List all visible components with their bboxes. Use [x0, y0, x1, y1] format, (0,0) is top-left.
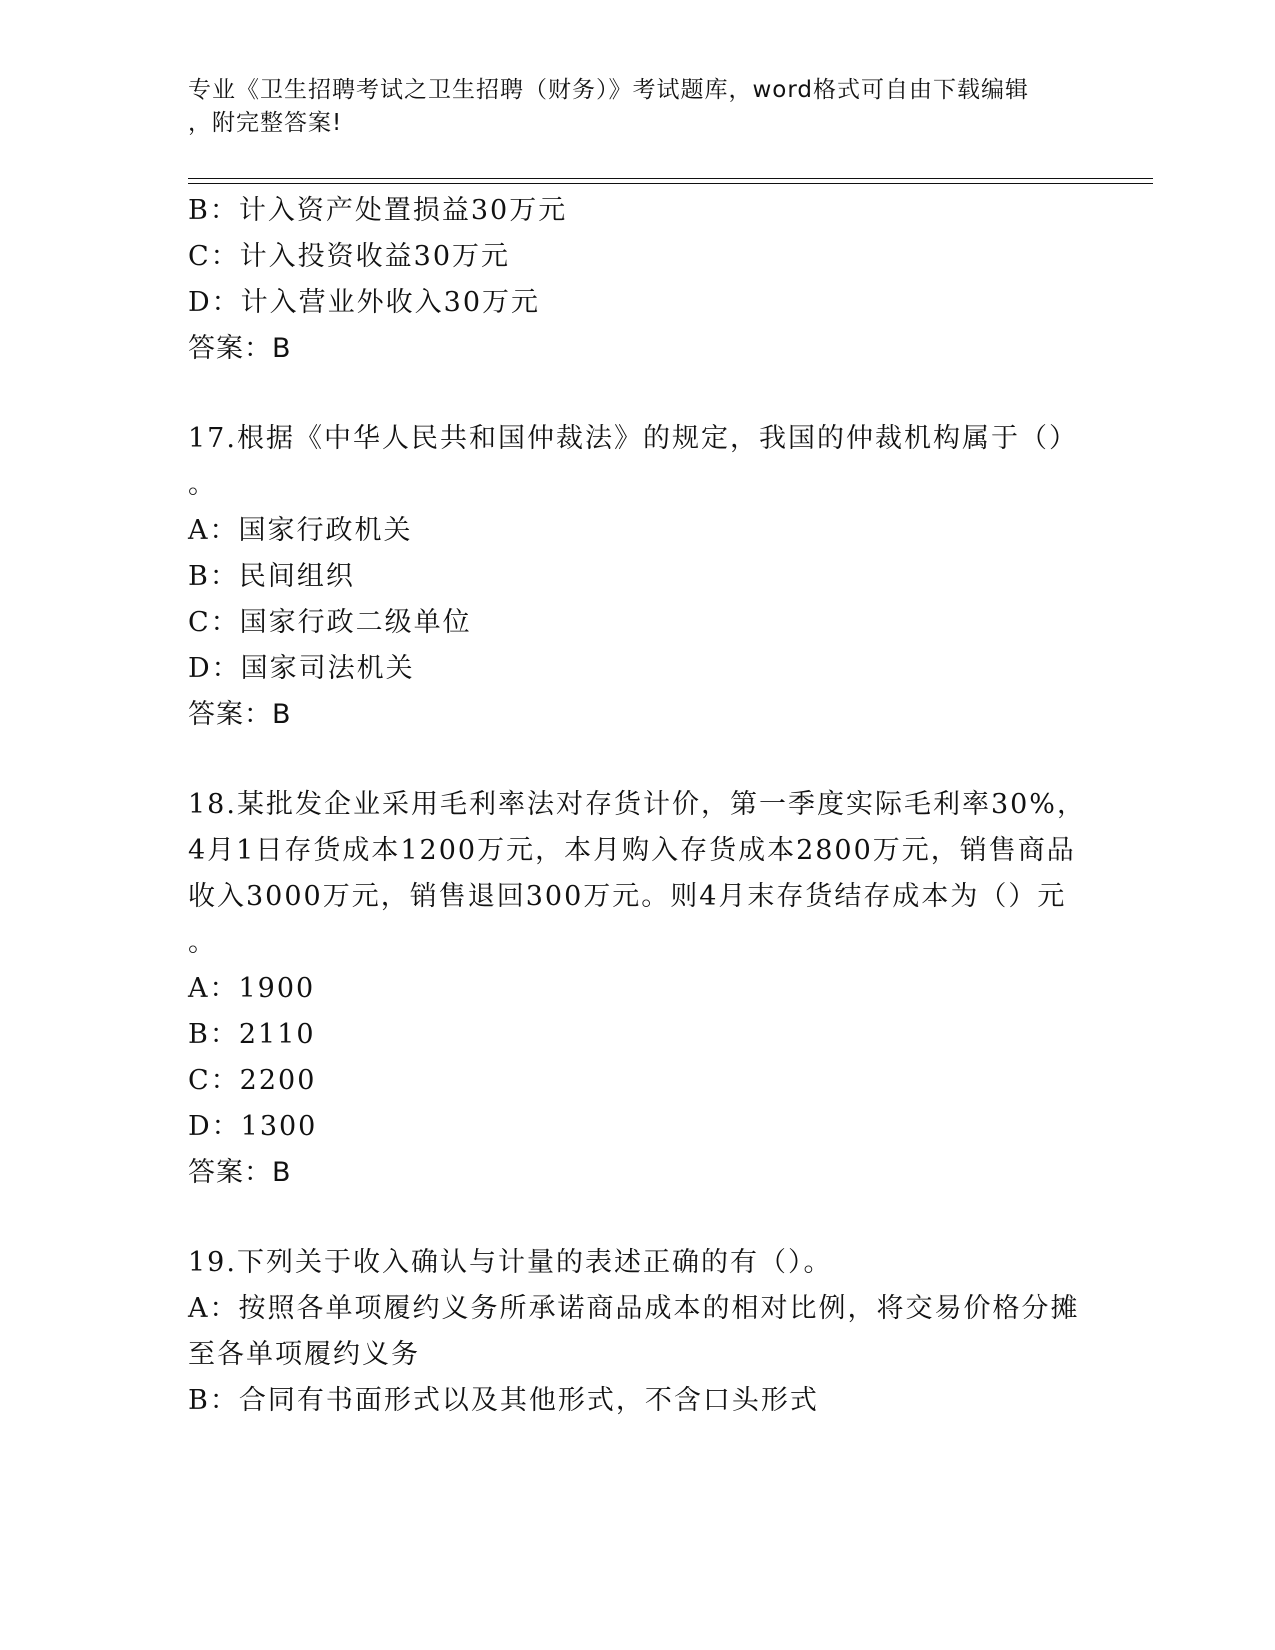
question-16-tail: [188, 188, 1088, 372]
document-body: [188, 188, 1088, 1424]
option-b: B：民间组织: [188, 561, 355, 592]
header-rule-bottom: [188, 183, 1153, 184]
option-b: B：计入资产处置损益30万元: [188, 195, 568, 226]
option-a: A：按照各单项履约义务所承诺商品成本的相对比例，将交易价格分摊: [188, 1293, 1080, 1324]
option-b: B：2110: [188, 1019, 316, 1050]
question-stem: 。: [188, 469, 217, 500]
option-a: A：国家行政机关: [188, 515, 413, 546]
option-c: C：国家行政二级单位: [188, 607, 472, 638]
question-stem: 17.根据《中华人民共和国仲裁法》的规定，我国的仲裁机构属于（）: [188, 423, 1078, 454]
answer: 答案：B: [188, 333, 292, 364]
header-line-2: ，附完整答案!: [188, 110, 343, 136]
header-rule-top: [188, 178, 1153, 179]
header-line-1: 专业《卫生招聘考试之卫生招聘（财务）》考试题库，word格式可自由下载编辑: [188, 77, 1030, 103]
answer: 答案：B: [188, 699, 292, 730]
answer: 答案：B: [188, 1157, 292, 1188]
question-17: [188, 416, 1088, 738]
question-stem: 。: [188, 927, 217, 958]
option-a-continued: 至各单项履约义务: [188, 1339, 420, 1370]
option-d: D：1300: [188, 1111, 318, 1142]
question-stem: 4月1日存货成本1200万元，本月购入存货成本2800万元，销售商品: [188, 835, 1076, 866]
option-d: D：计入营业外收入30万元: [188, 287, 541, 318]
question-19: [188, 1240, 1088, 1424]
spacer: [188, 372, 1088, 416]
question-stem: 19.下列关于收入确认与计量的表述正确的有（）。: [188, 1247, 833, 1278]
option-c: C：2200: [188, 1065, 317, 1096]
option-b: B：合同有书面形式以及其他形式，不含口头形式: [188, 1385, 819, 1416]
question-18: [188, 782, 1088, 1196]
option-d: D：国家司法机关: [188, 653, 415, 684]
spacer: [188, 1196, 1088, 1240]
question-stem: 18.某批发企业采用毛利率法对存货计价，第一季度实际毛利率30%，: [188, 789, 1086, 820]
option-a: A：1900: [188, 973, 316, 1004]
document-header: [188, 74, 1068, 140]
option-c: C：计入投资收益30万元: [188, 241, 511, 272]
spacer: [188, 738, 1088, 782]
question-stem: 收入3000万元，销售退回300万元。则4月末存货结存成本为（）元: [188, 881, 1067, 912]
